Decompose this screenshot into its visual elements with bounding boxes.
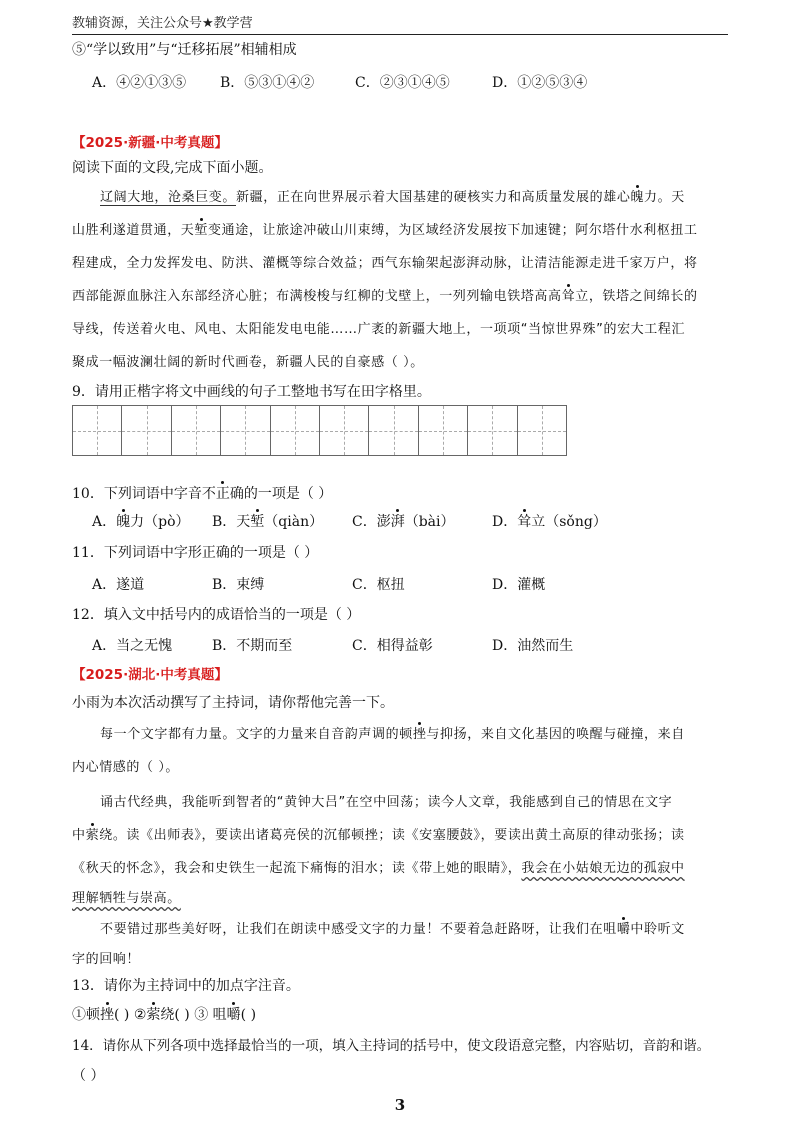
q12-option-a: A．当之无愧 <box>92 638 173 654</box>
q12-option-c: C．相得益彰 <box>352 638 433 654</box>
passage1-line3: 程建成，全力发挥发电、防洪、灌概等综合效益；西气东输架起澎湃动脉，让清洁能源走进千家万户，将 <box>72 256 698 271</box>
prev-option-d: D．①②⑤③④ <box>492 75 588 91</box>
question-10: 10．下列词语中字音不正确的一项是（ ） <box>72 486 333 502</box>
q13-items <box>72 1005 256 1025</box>
q13-item-2: ②萦绕( ) <box>133 1007 190 1023</box>
page-number: 3 <box>394 1096 406 1114</box>
section2-intro: 小雨为本次活动撰写了主持词，请你帮他完善一下。 <box>72 695 394 711</box>
q13-item-1: ①顿挫( ) <box>72 1007 130 1023</box>
q11-option-a: A．遂道 <box>92 577 145 593</box>
passage2-line4: 中萦绕。读《出师表》，要读出诸葛亮侯的沉郁顿挫；读《安塞腰鼓》，要读出黄土高原的律动张扬；读 <box>72 826 728 846</box>
grid-cell[interactable] <box>221 406 270 455</box>
section-tag-xinjiang: 【2025·新疆·中考真题】 <box>72 135 228 151</box>
q12-option-d: D．油然而生 <box>492 638 574 654</box>
passage1-line6: 聚成一幅波澜壮阔的新时代画卷，新疆人民的自豪感（ ）。 <box>72 355 424 370</box>
q10-option-b: B．天堑（qiàn） <box>212 514 324 530</box>
wavy-underlined-sentence: 我会在小姑娘无边的孤寂中 <box>521 861 685 876</box>
q14-answer-blank: （ ） <box>72 1068 105 1084</box>
grid-cell[interactable] <box>73 406 122 455</box>
passage1-line2: 山胜利遂道贯通，天堑变通途，让旅途冲破山川束缚，为区域经济发展按下加速键；阿尔塔什水利枢扭工 <box>72 221 728 241</box>
grid-cell[interactable] <box>320 406 369 455</box>
passage1-line1: 辽阔大地，沧桑巨变。新疆，正在向世界展示着大国基建的硬核实力和高质量发展的雄心魄力。天 <box>72 188 728 208</box>
section-tag-hubei: 【2025·湖北·中考真题】 <box>72 667 228 683</box>
passage2-line8: 字的回响！ <box>72 952 141 967</box>
question-13: 13．请你为主持词中的加点字注音。 <box>72 978 300 994</box>
section1-intro: 阅读下面的文段,完成下面小题。 <box>72 160 273 176</box>
q10-option-c: C．澎湃（bài） <box>352 514 455 530</box>
passage2-line3: 诵古代经典，我能听到智者的“黄钟大吕”在空中回荡；读今人文章，我能感到自己的情思在文字 <box>100 795 673 810</box>
prev-option-c: C．②③①④⑤ <box>355 75 450 91</box>
prev-option-a: A．④②①③⑤ <box>92 75 187 91</box>
question-11: 11．下列词语中字形正确的一项是（ ） <box>72 545 319 561</box>
grid-cell[interactable] <box>468 406 517 455</box>
passage2-line6: 理解牺牲与崇高。 <box>72 891 181 906</box>
header-divider <box>72 34 728 35</box>
q12-option-b: B．不期而至 <box>212 638 293 654</box>
prev-item-5: ⑤“学以致用”与“迁移拓展”相辅相成 <box>72 42 297 58</box>
passage1-line5: 导线，传送着火电、风电、太阳能发电电能……广袤的新疆大地上，一项项“当惊世界殊”的宏大工程汇 <box>72 322 686 337</box>
tianzige-writing-grid[interactable] <box>72 405 567 456</box>
underlined-sentence: 辽阔大地，沧桑巨变。 <box>100 190 237 205</box>
q11-option-d: D．灌概 <box>492 577 546 593</box>
q11-option-b: B．束缚 <box>212 577 265 593</box>
page-header: 教辅资源，关注公众号★教学营 <box>72 16 253 31</box>
grid-cell[interactable] <box>419 406 468 455</box>
grid-cell[interactable] <box>369 406 418 455</box>
question-9: 9．请用正楷字将文中画线的句子工整地书写在田字格里。 <box>72 384 431 400</box>
grid-cell[interactable] <box>518 406 567 455</box>
q10-option-a: A．魄力（pò） <box>92 514 190 530</box>
grid-cell[interactable] <box>122 406 171 455</box>
q10-option-d: D．耸立（sǒng） <box>492 514 607 530</box>
passage2-line7: 不要错过那些美好呀，让我们在朗读中感受文字的力量！不要着急赶路呀，让我们在咀嚼中聆听文 <box>72 920 728 940</box>
grid-cell[interactable] <box>172 406 221 455</box>
q11-option-c: C．枢扭 <box>352 577 405 593</box>
passage2-line2: 内心情感的（ ）。 <box>72 760 180 775</box>
question-12: 12．填入文中括号内的成语恰当的一项是（ ） <box>72 607 361 623</box>
passage2-line5: 《秋天的怀念》，我会和史铁生一起流下痛悔的泪水；读《带上她的眼睛》，我会在小姑娘无边的孤寂中 <box>72 861 685 876</box>
passage2-line1: 每一个文字都有力量。文字的力量来自音韵声调的顿挫与抑扬，来自文化基因的唤醒与碰撞，来自 <box>72 725 728 745</box>
grid-cell[interactable] <box>271 406 320 455</box>
passage1-line4: 西部能源血脉注入东部经济心脏；布满梭梭与红柳的戈壁上，一列列输电铁塔高高耸立，铁塔之间绵长的 <box>72 287 728 307</box>
question-14: 14．请你从下列各项中选择最恰当的一项，填入主持词的括号中，使文段语意完整，内容贴切，音韵和谐。 <box>72 1038 711 1054</box>
q13-item-3: ③ 咀嚼( ) <box>194 1007 257 1023</box>
prev-option-b: B．⑤③①④② <box>220 75 315 91</box>
